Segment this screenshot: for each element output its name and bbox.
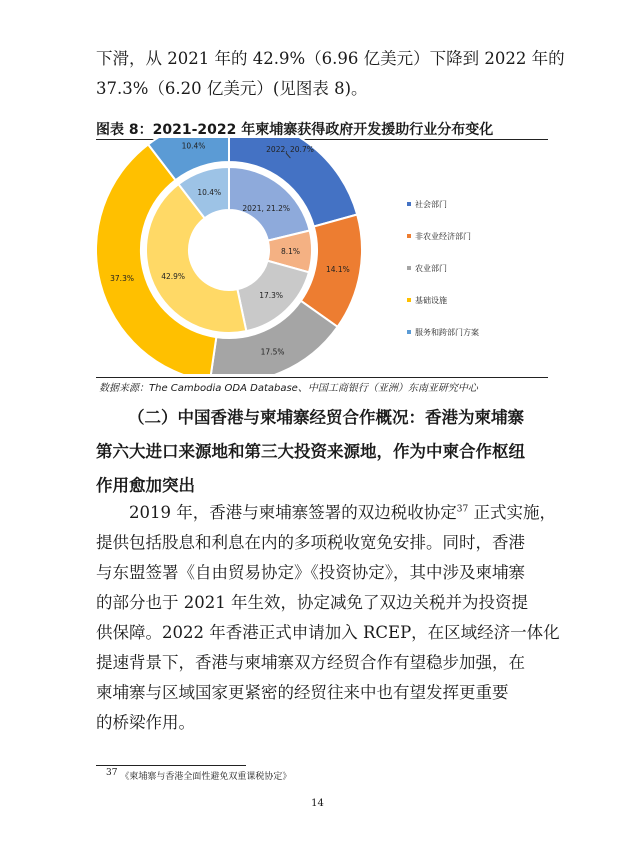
footnote-text: 《柬埔寨与香港全面性避免双重课税协定》 — [120, 772, 292, 782]
text-line: 提供包括股息和利息在内的多项税收宽免安排。同时，香港 — [96, 533, 525, 552]
legend-label-1: 非农业经济部门 — [415, 232, 471, 241]
text-line: 的部分也于 2021 年生效，协定减免了双边关税并为投资提 — [96, 593, 528, 612]
data-label-2022-2: 17.5% — [260, 347, 285, 357]
legend-label-4: 服务和跨部门方案 — [415, 328, 479, 337]
legend-swatch-1 — [407, 234, 411, 238]
figure-bottom-rule — [96, 377, 548, 378]
intro-paragraph — [96, 44, 565, 104]
data-label-2021-1: 8.1% — [280, 247, 301, 257]
data-label-2021-0: 2021, 21.2% — [242, 203, 291, 213]
text-line: 柬埔寨与区域国家更紧密的经贸往来中也有望发挥更重要 — [96, 683, 509, 702]
text-line: 2019 年，香港与柬埔寨签署的双边税收协定$^{37}$ 正式实施， — [129, 503, 556, 522]
legend-label-0: 社会部门 — [415, 200, 447, 209]
legend-swatch-0 — [407, 202, 411, 206]
legend-swatch-3 — [407, 298, 411, 302]
figure-title: 图表 8：2021-2022 年柬埔寨获得政府开发援助行业分布变化 — [96, 122, 494, 138]
body-paragraph — [96, 498, 560, 738]
donut-chart — [96, 138, 546, 374]
data-label-2022-4: 10.4% — [181, 141, 206, 151]
data-label-2021-2: 17.3% — [259, 290, 284, 300]
footnote-ref[interactable]: 37 — [456, 504, 469, 515]
legend-label-2: 农业部门 — [415, 264, 447, 273]
data-label-2021-4: 10.4% — [197, 187, 222, 197]
data-label-2021-3: 42.9% — [161, 271, 186, 281]
heading-line: 作用愈加突出 — [96, 476, 195, 495]
heading-line: 第六大进口来源地和第三大投资来源地，作为中柬合作枢纽 — [96, 442, 525, 461]
legend-label-3: 基础设施 — [415, 296, 447, 305]
section-heading — [96, 401, 556, 503]
footnote-marker: 37 — [106, 768, 118, 778]
legend-swatch-4 — [407, 330, 411, 334]
figure-source: 数据来源：The Cambodia ODA Database、中国工商银行（亚洲）东南亚研究中心 — [99, 383, 478, 394]
footnote — [106, 769, 291, 782]
text-line: 的桥梁作用。 — [96, 713, 195, 732]
legend-swatch-2 — [407, 266, 411, 270]
footnote-rule — [96, 765, 246, 766]
text-line: 37.3%（6.20 亿美元）(见图表 8)。 — [96, 79, 368, 98]
data-label-2022-1: 14.1% — [325, 264, 350, 274]
page-number: 14 — [311, 798, 324, 809]
text-line: 提速背景下，香港与柬埔寨双方经贸合作有望稳步加强，在 — [96, 653, 525, 672]
text-line: 下滑，从 2021 年的 42.9%（6.96 亿美元）下降到 2022 年的 — [96, 49, 565, 68]
text-line: 与东盟签署《自由贸易协定》《投资协定》，其中涉及柬埔寨 — [96, 563, 525, 582]
text-line: 供保障。2022 年香港正式申请加入 RCEP，在区域经济一体化 — [96, 623, 560, 642]
heading-line: （二）中国香港与柬埔寨经贸合作概况：香港为柬埔寨 — [128, 408, 524, 427]
data-label-2022-0: 2022, 20.7% — [266, 145, 314, 154]
data-label-2022-3: 37.3% — [110, 273, 134, 283]
chart-legend — [407, 199, 479, 337]
